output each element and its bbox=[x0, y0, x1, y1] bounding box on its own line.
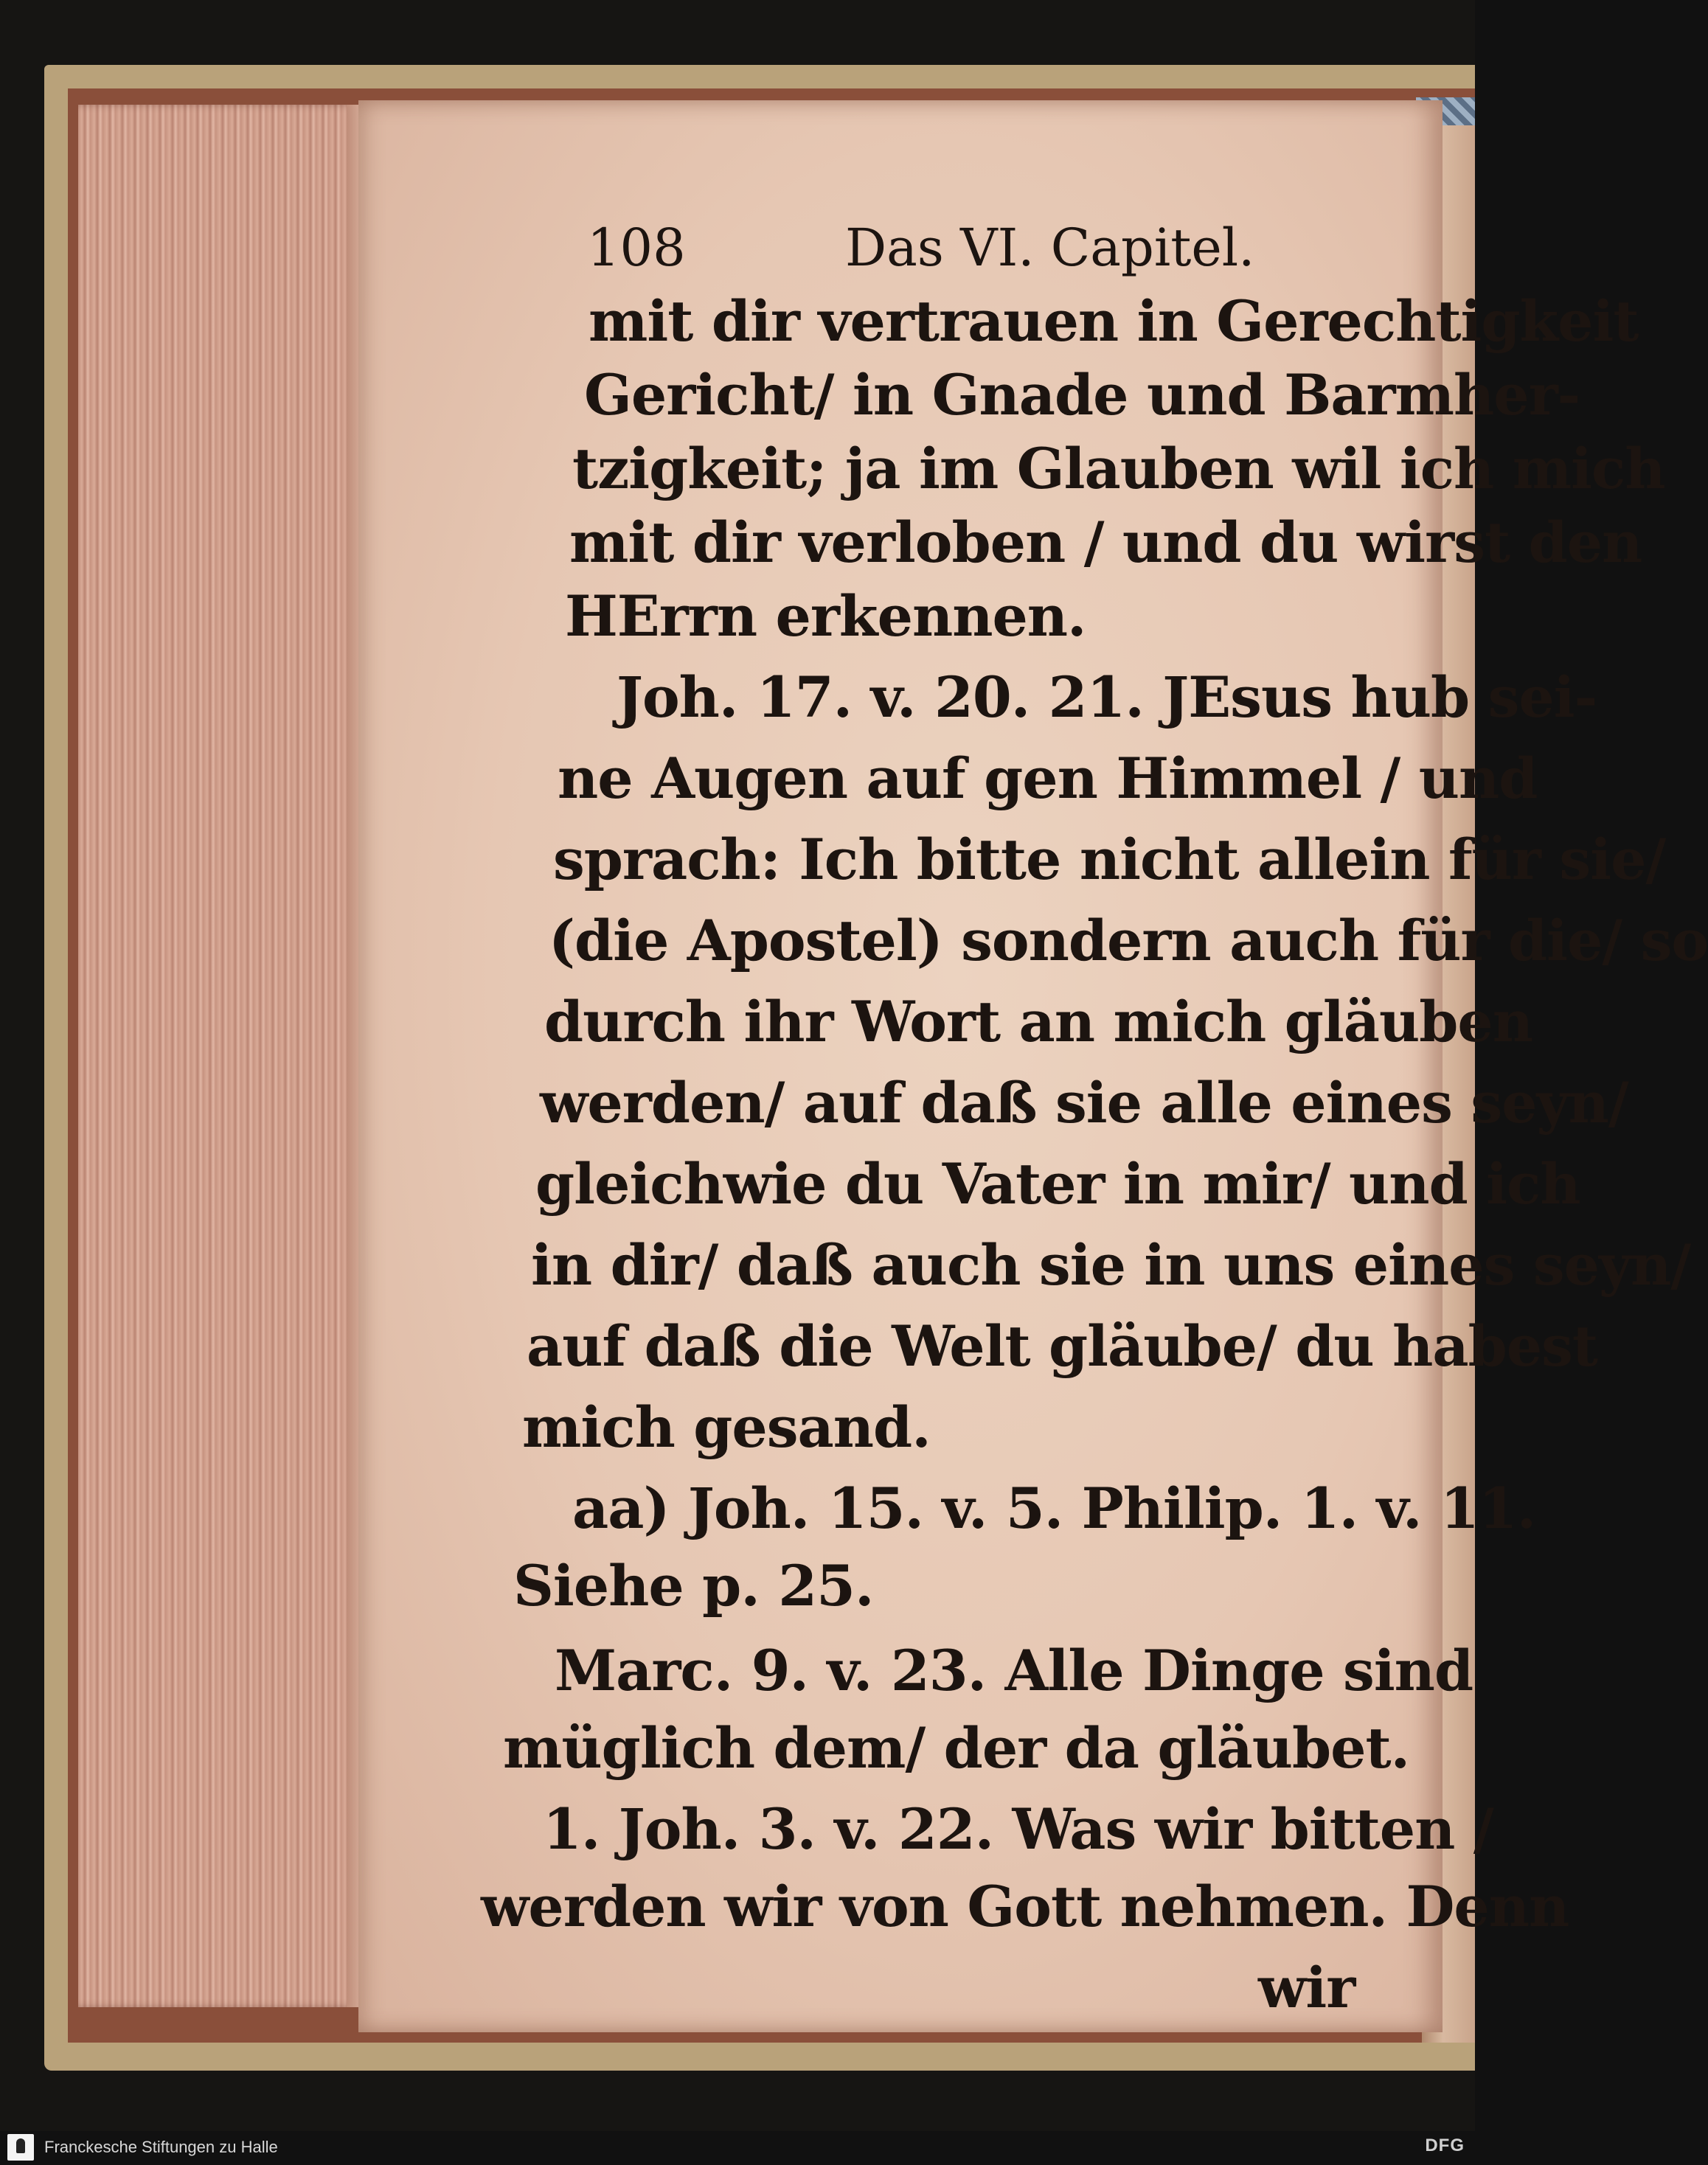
text-line: in dir/ daß auch sie in uns eines seyn/ bbox=[531, 1232, 1691, 1298]
text-line: HErrn erkennen. bbox=[565, 583, 1086, 649]
page-text bbox=[358, 100, 1708, 2032]
text-line: mit dir verloben / und du wirst den bbox=[569, 510, 1642, 575]
text-line: mich gesand. bbox=[522, 1394, 931, 1460]
text-line: Joh. 17. v. 20. 21. JEsus hub sei- bbox=[617, 664, 1597, 730]
text-line: tzigkeit; ja im Glauben wil ich mich bbox=[572, 436, 1665, 501]
page-header: Das VI. Capitel. bbox=[845, 218, 1255, 278]
institution-name: Franckesche Stiftungen zu Halle bbox=[44, 2138, 278, 2156]
text-line: (die Apostel) sondern auch für die/ so bbox=[549, 908, 1708, 973]
text-line: mit dir vertrauen in Gerechtigkeit bbox=[589, 288, 1639, 354]
text-line: Marc. 9. v. 23. Alle Dinge sind bbox=[555, 1638, 1473, 1703]
text-line: aa) Joh. 15. v. 5. Philip. 1. v. 11. bbox=[572, 1476, 1536, 1541]
text-line: müglich dem/ der da gläubet. bbox=[503, 1715, 1410, 1781]
text-line: Gericht/ in Gnade und Barmher- bbox=[584, 362, 1580, 428]
funder-logo: DFG bbox=[1425, 2136, 1465, 2155]
book-page bbox=[358, 100, 1708, 2032]
page-stack-edges bbox=[78, 105, 373, 2007]
page-number: 108 bbox=[587, 218, 686, 278]
text-line: ne Augen auf gen Himmel / und bbox=[558, 746, 1538, 811]
text-line: 1. Joh. 3. v. 22. Was wir bitten / bbox=[543, 1796, 1493, 1862]
text-line: Siehe p. 25. bbox=[513, 1553, 874, 1619]
institution-logo bbox=[7, 2134, 34, 2161]
text-line: durch ihr Wort an mich gläuben bbox=[544, 989, 1533, 1054]
catchword: wir bbox=[1258, 1955, 1355, 2020]
text-line: auf daß die Welt gläube/ du habest bbox=[527, 1313, 1597, 1379]
text-line: gleichwie du Vater in mir/ und ich bbox=[535, 1151, 1580, 1217]
text-line: werden wir von Gott nehmen. Denn bbox=[481, 1874, 1569, 1939]
text-line: sprach: Ich bitte nicht allein für sie/ bbox=[553, 827, 1666, 892]
text-line: werden/ auf daß sie alle eines seyn/ bbox=[540, 1070, 1628, 1136]
